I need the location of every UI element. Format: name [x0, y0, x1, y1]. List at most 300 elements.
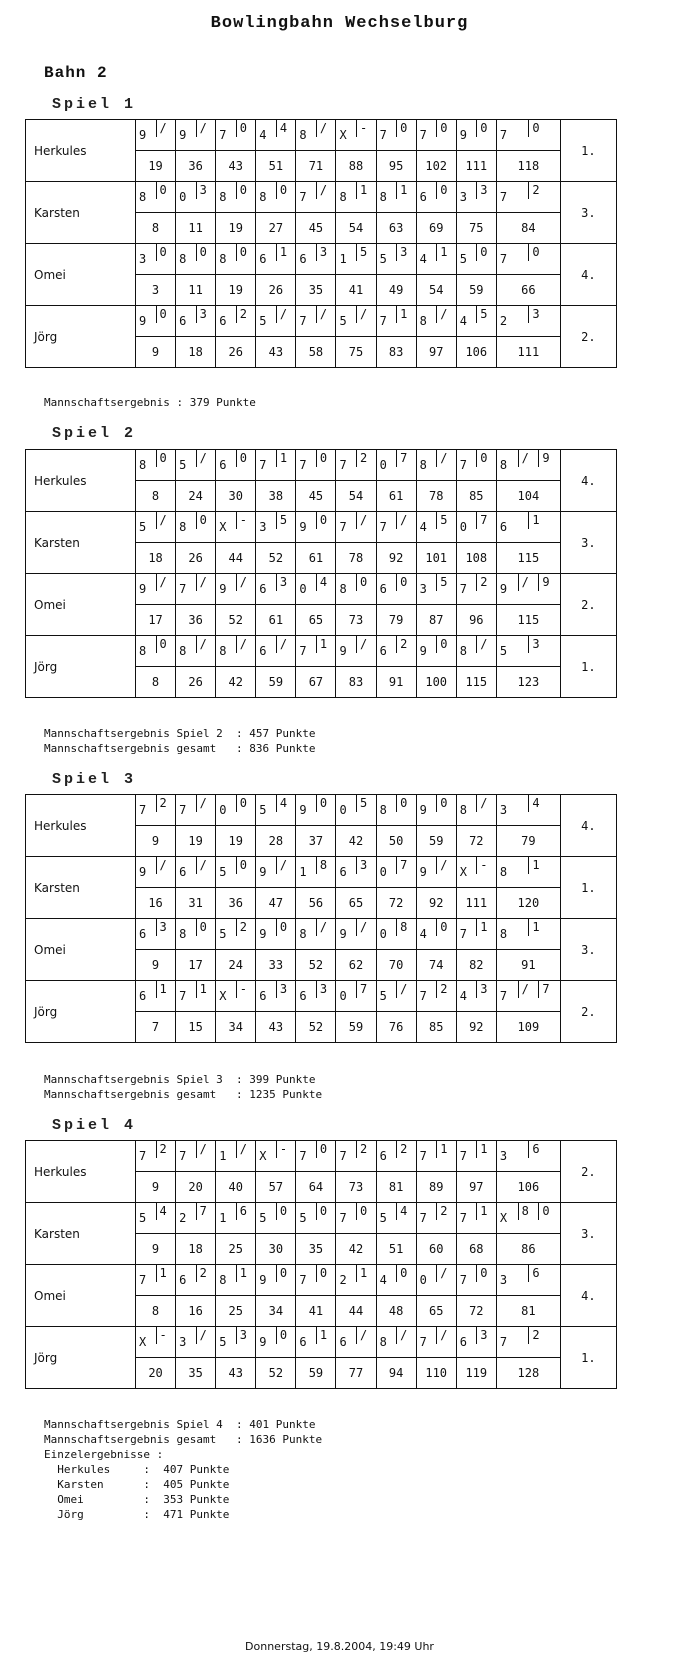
frame-cumulative-score: 38 — [256, 481, 296, 512]
roll-mark: 1 — [276, 244, 296, 261]
roll-mark: X — [459, 865, 467, 879]
frame-roll-pair — [336, 636, 375, 666]
roll-mark: X — [219, 520, 227, 534]
roll-mark: 6 — [139, 927, 147, 941]
frame-cumulative-score: 95 — [376, 151, 416, 182]
frame-cumulative-score: 75 — [336, 337, 376, 368]
roll-mark: / — [196, 120, 216, 137]
roll-mark: 7 — [499, 190, 508, 204]
frame-roll-pair — [417, 574, 456, 604]
roll-mark: 7 — [179, 1149, 187, 1163]
frame-rolls — [336, 919, 376, 950]
player-roll-row — [26, 1327, 617, 1358]
frame-cumulative-score: 75 — [456, 213, 496, 244]
frame-roll-pair — [457, 512, 496, 542]
roll-mark: 6 — [139, 989, 147, 1003]
roll-mark: 1 — [436, 244, 456, 261]
frame-rolls — [216, 1203, 256, 1234]
roll-mark: 3 — [196, 306, 216, 323]
player-place: 3. — [560, 1203, 616, 1265]
roll-mark: 5 — [219, 1335, 227, 1349]
player-roll-row — [26, 1203, 617, 1234]
frame-cumulative-score: 74 — [416, 950, 456, 981]
roll-mark: 0 — [236, 244, 256, 261]
roll-mark: - — [156, 1327, 176, 1344]
player-place: 4. — [560, 450, 616, 512]
roll-mark: 9 — [139, 865, 147, 879]
frame-rolls — [416, 919, 456, 950]
frame-rolls — [256, 857, 296, 888]
individual-result-row: Karsten : 405 Punkte — [44, 1478, 230, 1491]
frame-roll-pair — [336, 1141, 375, 1171]
frame-rolls — [496, 574, 560, 605]
frame-roll-pair — [296, 1203, 335, 1233]
frame-cumulative-score: 89 — [416, 1172, 456, 1203]
frame-roll-pair — [136, 306, 175, 336]
roll-mark: 7 — [419, 1335, 427, 1349]
frame-rolls — [496, 182, 560, 213]
frame-rolls — [256, 182, 296, 213]
roll-mark: 0 — [236, 182, 256, 199]
player-name: Karsten — [26, 857, 136, 919]
frame-roll-pair — [256, 244, 295, 274]
frame-rolls — [376, 919, 416, 950]
roll-mark: 7 — [356, 981, 376, 998]
frame-roll-pair — [497, 1265, 560, 1295]
frame-roll-pair — [417, 1203, 456, 1233]
frame-roll-pair — [377, 795, 416, 825]
frame-roll-pair — [457, 244, 496, 274]
roll-mark: / — [356, 1327, 376, 1344]
frame-cumulative-score: 51 — [256, 151, 296, 182]
frame-roll-pair — [417, 1265, 456, 1295]
player-place: 4. — [560, 244, 616, 306]
roll-mark: / — [236, 636, 256, 653]
frame-rolls — [376, 1141, 416, 1172]
frame-rolls — [496, 1141, 560, 1172]
frame-cumulative-score: 17 — [176, 950, 216, 981]
frame-rolls — [416, 1141, 456, 1172]
roll-mark: 4 — [276, 120, 296, 137]
roll-mark: 8 — [499, 865, 508, 879]
roll-mark: 4 — [528, 795, 560, 812]
frame-roll-pair — [136, 981, 175, 1011]
frame-roll-pair — [497, 1141, 560, 1171]
player-roll-row — [26, 857, 617, 888]
frame-cumulative-score: 58 — [296, 337, 336, 368]
roll-mark: 3 — [459, 190, 467, 204]
roll-mark: 1 — [528, 512, 560, 529]
frame-cumulative-score: 61 — [296, 543, 336, 574]
roll-mark: 8 — [339, 582, 347, 596]
roll-mark: 3 — [419, 582, 427, 596]
frame-roll-pair — [377, 450, 416, 480]
roll-mark: 0 — [476, 450, 496, 467]
frame-cumulative-score: 102 — [416, 151, 456, 182]
frame-cumulative-score: 65 — [296, 605, 336, 636]
roll-mark: - — [236, 512, 256, 529]
frame-cumulative-score: 27 — [256, 213, 296, 244]
frame-cumulative-score: 76 — [376, 1012, 416, 1043]
frame-rolls — [136, 182, 176, 213]
frame-rolls — [216, 512, 256, 543]
frame-cumulative-score: 111 — [456, 888, 496, 919]
roll-mark: 4 — [276, 795, 296, 812]
frame-cumulative-score: 25 — [216, 1234, 256, 1265]
roll-mark: 0 — [196, 919, 216, 936]
roll-mark: 7 — [379, 520, 387, 534]
roll-mark: 9 — [179, 128, 187, 142]
frame-roll-pair — [176, 120, 215, 150]
roll-mark: 6 — [259, 252, 267, 266]
roll-mark: 3 — [528, 636, 560, 653]
roll-mark: / — [436, 1327, 456, 1344]
frame-rolls — [176, 1265, 216, 1296]
roll-mark: 6 — [179, 314, 187, 328]
roll-mark: 0 — [528, 120, 560, 137]
roll-mark: 7 — [339, 1211, 347, 1225]
roll-mark: 0 — [196, 512, 216, 529]
frame-cumulative-score: 11 — [176, 213, 216, 244]
frame-cumulative-score: 110 — [416, 1358, 456, 1389]
frame-roll-pair — [256, 636, 295, 666]
frame-rolls — [216, 1265, 256, 1296]
frame-cumulative-score: 94 — [376, 1358, 416, 1389]
roll-mark: 0 — [316, 1141, 336, 1158]
frame-roll-pair — [497, 857, 560, 887]
frame-cumulative-score: 97 — [416, 337, 456, 368]
roll-mark: 6 — [299, 1335, 307, 1349]
roll-mark: / — [156, 857, 176, 874]
frame-cumulative-score: 115 — [456, 667, 496, 698]
roll-mark: 4 — [316, 574, 336, 591]
player-place: 3. — [560, 919, 616, 981]
frame-rolls — [256, 574, 296, 605]
roll-mark: / — [316, 120, 336, 137]
frame-rolls — [496, 1203, 560, 1234]
frame-rolls — [256, 120, 296, 151]
roll-mark: 5 — [219, 927, 227, 941]
frame-roll-pair — [176, 1203, 215, 1233]
frame-roll-pair — [377, 1203, 416, 1233]
roll-mark: / — [196, 1141, 216, 1158]
frame-rolls — [456, 182, 496, 213]
frame-cumulative-score: 61 — [256, 605, 296, 636]
roll-mark: 0 — [476, 120, 496, 137]
frame-cumulative-score: 88 — [336, 151, 376, 182]
frame-rolls — [256, 450, 296, 481]
score-table — [25, 119, 617, 368]
frame-roll-pair — [457, 981, 496, 1011]
roll-mark: 7 — [499, 1335, 508, 1349]
roll-mark: 6 — [528, 1265, 560, 1282]
individual-results-heading: Einzelergebnisse : — [44, 1448, 164, 1461]
frame-cumulative-score: 78 — [336, 543, 376, 574]
frame-roll-pair — [216, 795, 255, 825]
roll-mark: 0 — [276, 1203, 296, 1220]
roll-mark: 5 — [299, 1211, 307, 1225]
roll-mark: 6 — [419, 190, 427, 204]
player-roll-row — [26, 795, 617, 826]
roll-mark: / — [156, 574, 176, 591]
roll-mark: / — [476, 636, 496, 653]
roll-mark: 4 — [459, 314, 467, 328]
roll-mark: 0 — [316, 1203, 336, 1220]
frame-rolls — [456, 306, 496, 337]
frame-roll-pair — [497, 981, 560, 1011]
roll-mark: 7 — [339, 1149, 347, 1163]
frame-cumulative-score: 59 — [256, 667, 296, 698]
frame-cumulative-score: 85 — [416, 1012, 456, 1043]
roll-mark: 9 — [538, 574, 559, 591]
frame-roll-pair — [136, 244, 175, 274]
frame-cumulative-score: 59 — [456, 275, 496, 306]
roll-mark: 1 — [476, 1203, 496, 1220]
frame-rolls — [376, 857, 416, 888]
frame-rolls — [376, 512, 416, 543]
frame-rolls — [376, 1265, 416, 1296]
frame-cumulative-score: 70 — [376, 950, 416, 981]
roll-mark: 8 — [299, 927, 307, 941]
roll-mark: 8 — [419, 458, 427, 472]
roll-mark: 8 — [219, 252, 227, 266]
frame-roll-pair — [256, 512, 295, 542]
roll-mark: 6 — [499, 520, 508, 534]
roll-mark: 7 — [139, 1149, 147, 1163]
roll-mark: / — [196, 795, 216, 812]
frame-roll-pair — [176, 919, 215, 949]
roll-mark: 8 — [179, 520, 187, 534]
roll-mark: / — [236, 574, 256, 591]
frame-roll-pair — [417, 795, 456, 825]
frame-roll-pair — [256, 981, 295, 1011]
roll-mark: / — [196, 636, 216, 653]
roll-mark: / — [156, 512, 176, 529]
frame-rolls — [216, 450, 256, 481]
roll-mark: 2 — [156, 795, 176, 812]
player-place: 3. — [560, 182, 616, 244]
frame-rolls — [296, 182, 336, 213]
frame-roll-pair — [457, 574, 496, 604]
player-name: Karsten — [26, 512, 136, 574]
frame-rolls — [296, 1203, 336, 1234]
frame-rolls — [376, 450, 416, 481]
roll-mark: 8 — [179, 927, 187, 941]
frame-cumulative-score: 71 — [296, 151, 336, 182]
frame-roll-pair — [497, 120, 560, 150]
frame-cumulative-score: 34 — [216, 1012, 256, 1043]
frame-rolls — [136, 1203, 176, 1234]
frame-rolls — [376, 244, 416, 275]
roll-mark: 2 — [396, 1141, 416, 1158]
frame-roll-pair — [176, 1327, 215, 1357]
frame-roll-pair — [256, 795, 295, 825]
player-name: Jörg — [26, 306, 136, 368]
roll-mark: 9 — [139, 128, 147, 142]
player-name: Omei — [26, 919, 136, 981]
roll-mark: 3 — [259, 520, 267, 534]
frame-cumulative-score: 111 — [496, 337, 560, 368]
frame-cumulative-score: 49 — [376, 275, 416, 306]
roll-mark: 0 — [276, 182, 296, 199]
frame-cumulative-score: 92 — [416, 888, 456, 919]
roll-mark: 0 — [396, 574, 416, 591]
frame-roll-pair — [417, 636, 456, 666]
frame-cumulative-score: 17 — [136, 605, 176, 636]
roll-mark: 7 — [196, 1203, 216, 1220]
frame-rolls — [216, 1141, 256, 1172]
frame-rolls — [136, 795, 176, 826]
frame-cumulative-score: 9 — [136, 337, 176, 368]
roll-mark: 0 — [396, 1265, 416, 1282]
roll-mark: 9 — [419, 865, 427, 879]
frame-roll-pair — [457, 919, 496, 949]
roll-mark: 9 — [219, 582, 227, 596]
frame-cumulative-score: 33 — [256, 950, 296, 981]
frame-roll-pair — [296, 512, 335, 542]
roll-mark: 8 — [179, 644, 187, 658]
frame-roll-pair — [497, 182, 560, 212]
roll-mark: 5 — [339, 314, 347, 328]
frame-cumulative-score: 19 — [176, 826, 216, 857]
roll-mark: 2 — [499, 314, 508, 328]
frame-roll-pair — [176, 450, 215, 480]
roll-mark: 7 — [499, 989, 508, 1003]
frame-cumulative-score: 16 — [136, 888, 176, 919]
roll-mark: 5 — [259, 314, 267, 328]
roll-mark: / — [316, 306, 336, 323]
roll-mark: 2 — [436, 1203, 456, 1220]
roll-mark: 7 — [476, 512, 496, 529]
frame-roll-pair — [296, 919, 335, 949]
roll-mark: 1 — [316, 636, 336, 653]
frame-roll-pair — [336, 574, 375, 604]
roll-mark: 9 — [139, 582, 147, 596]
frame-cumulative-score: 65 — [336, 888, 376, 919]
score-table — [25, 794, 617, 1043]
frame-roll-pair — [136, 1265, 175, 1295]
player-roll-row — [26, 512, 617, 543]
frame-rolls — [256, 919, 296, 950]
frame-rolls — [176, 574, 216, 605]
frame-roll-pair — [457, 1265, 496, 1295]
frame-roll-pair — [296, 182, 335, 212]
roll-mark: 1 — [476, 919, 496, 936]
roll-mark: 0 — [236, 795, 256, 812]
roll-mark: 1 — [396, 306, 416, 323]
roll-mark: 8 — [179, 252, 187, 266]
frame-cumulative-score: 59 — [296, 1358, 336, 1389]
frame-rolls — [176, 182, 216, 213]
roll-mark: 3 — [396, 244, 416, 261]
frame-cumulative-score: 81 — [376, 1172, 416, 1203]
frame-roll-pair — [296, 981, 335, 1011]
roll-mark: 2 — [156, 1141, 176, 1158]
frame-rolls — [136, 120, 176, 151]
frame-rolls — [256, 795, 296, 826]
roll-mark: 4 — [459, 989, 467, 1003]
frame-roll-pair — [457, 120, 496, 150]
roll-mark: / — [436, 306, 456, 323]
frame-roll-pair — [377, 636, 416, 666]
frame-cumulative-score: 118 — [496, 151, 560, 182]
frame-cumulative-score: 92 — [376, 543, 416, 574]
frame-cumulative-score: 34 — [256, 1296, 296, 1327]
frame-cumulative-score: 123 — [496, 667, 560, 698]
frame-cumulative-score: 52 — [296, 950, 336, 981]
frame-rolls — [256, 981, 296, 1012]
print-timestamp: Donnerstag, 19.8.2004, 19:49 Uhr — [245, 1640, 434, 1653]
roll-mark: 8 — [219, 644, 227, 658]
player-name: Karsten — [26, 1203, 136, 1265]
frame-rolls — [176, 450, 216, 481]
roll-mark: 7 — [419, 128, 427, 142]
frame-cumulative-score: 36 — [176, 605, 216, 636]
frame-cumulative-score: 61 — [376, 481, 416, 512]
roll-mark: 5 — [499, 644, 508, 658]
player-roll-row — [26, 574, 617, 605]
frame-cumulative-score: 115 — [496, 543, 560, 574]
roll-mark: 0 — [379, 865, 387, 879]
roll-mark: 7 — [299, 190, 307, 204]
frame-cumulative-score: 69 — [416, 213, 456, 244]
frame-roll-pair — [136, 1141, 175, 1171]
frame-roll-pair — [136, 120, 175, 150]
frame-cumulative-score: 92 — [456, 1012, 496, 1043]
frame-roll-pair — [256, 919, 295, 949]
frame-cumulative-score: 25 — [216, 1296, 256, 1327]
frame-roll-pair — [417, 512, 456, 542]
frame-cumulative-score: 67 — [296, 667, 336, 698]
frame-rolls — [296, 450, 336, 481]
roll-mark: 0 — [156, 450, 176, 467]
roll-mark: 7 — [396, 857, 416, 874]
roll-mark: 6 — [219, 314, 227, 328]
frame-rolls — [416, 512, 456, 543]
frame-roll-pair — [457, 1203, 496, 1233]
frame-rolls — [136, 981, 176, 1012]
frame-roll-pair — [336, 919, 375, 949]
roll-mark: 5 — [179, 458, 187, 472]
roll-mark: 4 — [379, 1273, 387, 1287]
roll-mark: 8 — [459, 644, 467, 658]
frame-rolls — [216, 182, 256, 213]
frame-cumulative-score: 43 — [216, 1358, 256, 1389]
frame-rolls — [416, 1203, 456, 1234]
roll-mark: / — [316, 919, 336, 936]
frame-cumulative-score: 59 — [416, 826, 456, 857]
frame-rolls — [336, 795, 376, 826]
roll-mark: 9 — [259, 865, 267, 879]
roll-mark: 0 — [339, 989, 347, 1003]
frame-rolls — [296, 981, 336, 1012]
frame-cumulative-score: 45 — [296, 213, 336, 244]
roll-mark: / — [518, 574, 539, 591]
frame-roll-pair — [256, 306, 295, 336]
player-roll-row — [26, 120, 617, 151]
player-name: Herkules — [26, 450, 136, 512]
roll-mark: X — [499, 1211, 508, 1225]
roll-mark: 8 — [379, 803, 387, 817]
frame-rolls — [296, 574, 336, 605]
roll-mark: 5 — [459, 252, 467, 266]
roll-mark: 0 — [156, 244, 176, 261]
frame-rolls — [296, 795, 336, 826]
frame-rolls — [216, 306, 256, 337]
frame-cumulative-score: 18 — [176, 337, 216, 368]
roll-mark: 8 — [259, 190, 267, 204]
frame-roll-pair — [216, 1265, 255, 1295]
